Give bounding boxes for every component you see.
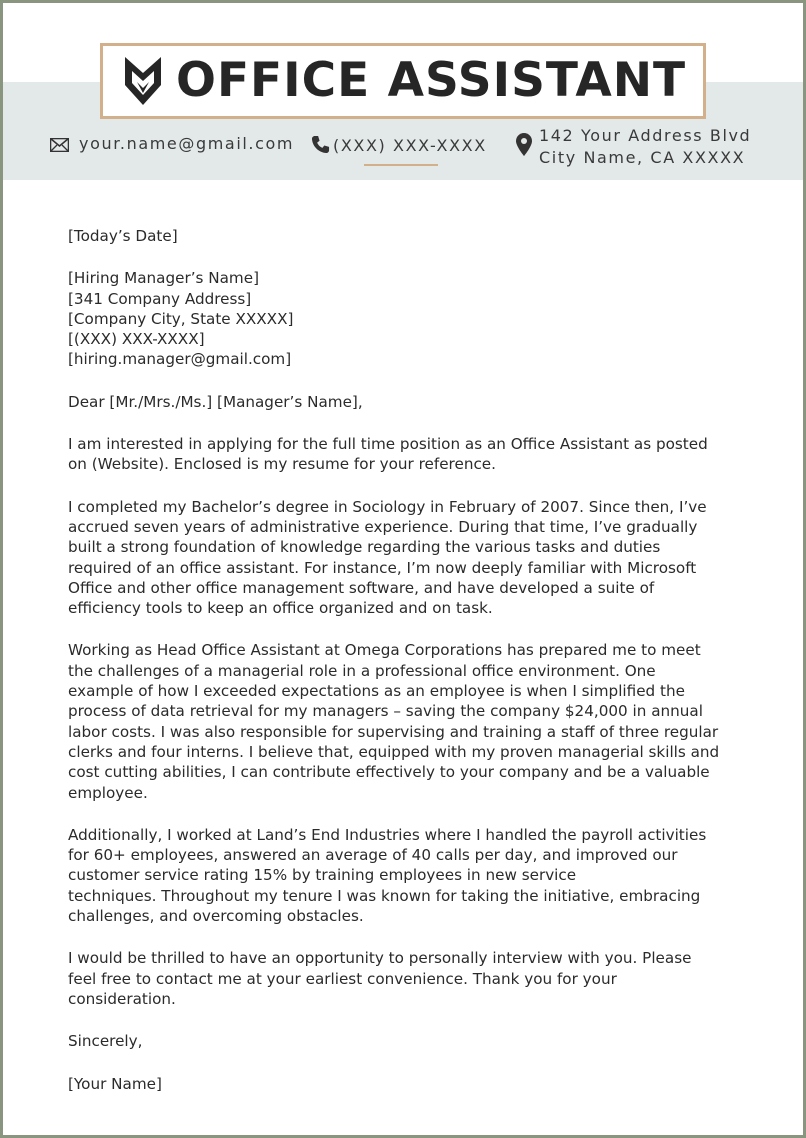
fox-logo-icon [119,55,167,107]
paragraph-line: I am interested in applying for the full time position as an Office Assistant as posted [68,435,708,454]
paragraph-line: efficiency tools to keep an office organized and on task. [68,599,493,618]
paragraph-line: process of data retrieval for my managers – saving the company $24,000 in annual [68,702,703,721]
paragraph-line: labor costs. I was also responsible for supervising and training a staff of three regular [68,722,719,741]
recipient-address: [341 Company Address] [68,289,252,308]
salutation: Dear [Mr./Mrs./Ms.] [Manager’s Name], [68,392,363,411]
paragraph-line: feel free to contact me at your earliest convenience. Thank you for your [68,969,617,988]
paragraph-line: built a strong foundation of knowledge regarding the various tasks and duties [68,538,661,557]
contact-phone[interactable]: (XXX) XXX-XXXX [333,136,487,155]
paragraph-3 [68,640,758,802]
paragraph-line: clerks and four interns. I believe that, equipped with my proven managerial skills and [68,742,720,761]
paragraph-line: techniques. Throughout my tenure I was known for taking the initiative, embracing [68,886,701,905]
paragraph-2 [68,497,758,619]
location-pin-icon [516,133,532,156]
recipient-name: [Hiring Manager’s Name] [68,269,259,288]
paragraph-line: required of an office assistant. For instance, I’m now deeply familiar with Microsoft [68,558,697,577]
paragraph-line: customer service rating 15% by training employees in new service [68,866,577,885]
letter-date: [Today’s Date] [68,227,178,245]
paragraph-line: the challenges of a managerial role in a professional office environment. One [68,661,656,680]
paragraph-line: challenges, and overcoming obstacles. [68,907,364,926]
recipient-email: [hiring.manager@gmail.com] [68,350,292,369]
phone-icon [311,135,330,154]
paragraph-4 [68,825,758,926]
signature: [Your Name] [68,1074,162,1093]
paragraph-line: Working as Head Office Assistant at Omega Corporations has prepared me to meet [68,641,701,660]
page-title: OFFICE ASSISTANT [176,53,687,108]
paragraph-line: for 60+ employees, answered an average of 40 calls per day, and improved our [68,846,678,865]
contact-address-line1: 142 Your Address Blvd [539,126,752,145]
accent-underline [364,164,438,166]
recipient-city: [Company City, State XXXXX] [68,309,294,328]
contact-address-line2: City Name, CA XXXXX [539,148,746,167]
closing: Sincerely, [68,1032,143,1051]
paragraph-line: accrued seven years of administrative experience. During that time, I’ve gradually [68,517,698,536]
contact-email[interactable]: your.name@gmail.com [79,134,295,153]
paragraph-line: on (Website). Enclosed is my resume for your reference. [68,455,496,474]
paragraph-1 [68,434,758,475]
paragraph-line: employee. [68,783,148,802]
paragraph-line: cost cutting abilities, I can contribute effectively to your company and be a valuable [68,763,710,782]
letter-body [68,226,758,1094]
recipient-phone: [(XXX) XXX-XXXX] [68,330,205,349]
paragraph-5 [68,948,758,1009]
paragraph-line: Additionally, I worked at Land’s End Industries where I handled the payroll activities [68,825,707,844]
paragraph-line: I completed my Bachelor’s degree in Sociology in February of 2007. Since then, I’ve [68,497,707,516]
envelope-icon [50,138,69,152]
title-box [100,43,706,119]
paragraph-line: I would be thrilled to have an opportunity to personally interview with you. Please [68,949,692,968]
paragraph-line: Office and other office management software, and have developed a suite of [68,578,655,597]
paragraph-line: example of how I exceeded expectations as an employee is when I simplified the [68,682,685,701]
paragraph-line: consideration. [68,989,176,1008]
